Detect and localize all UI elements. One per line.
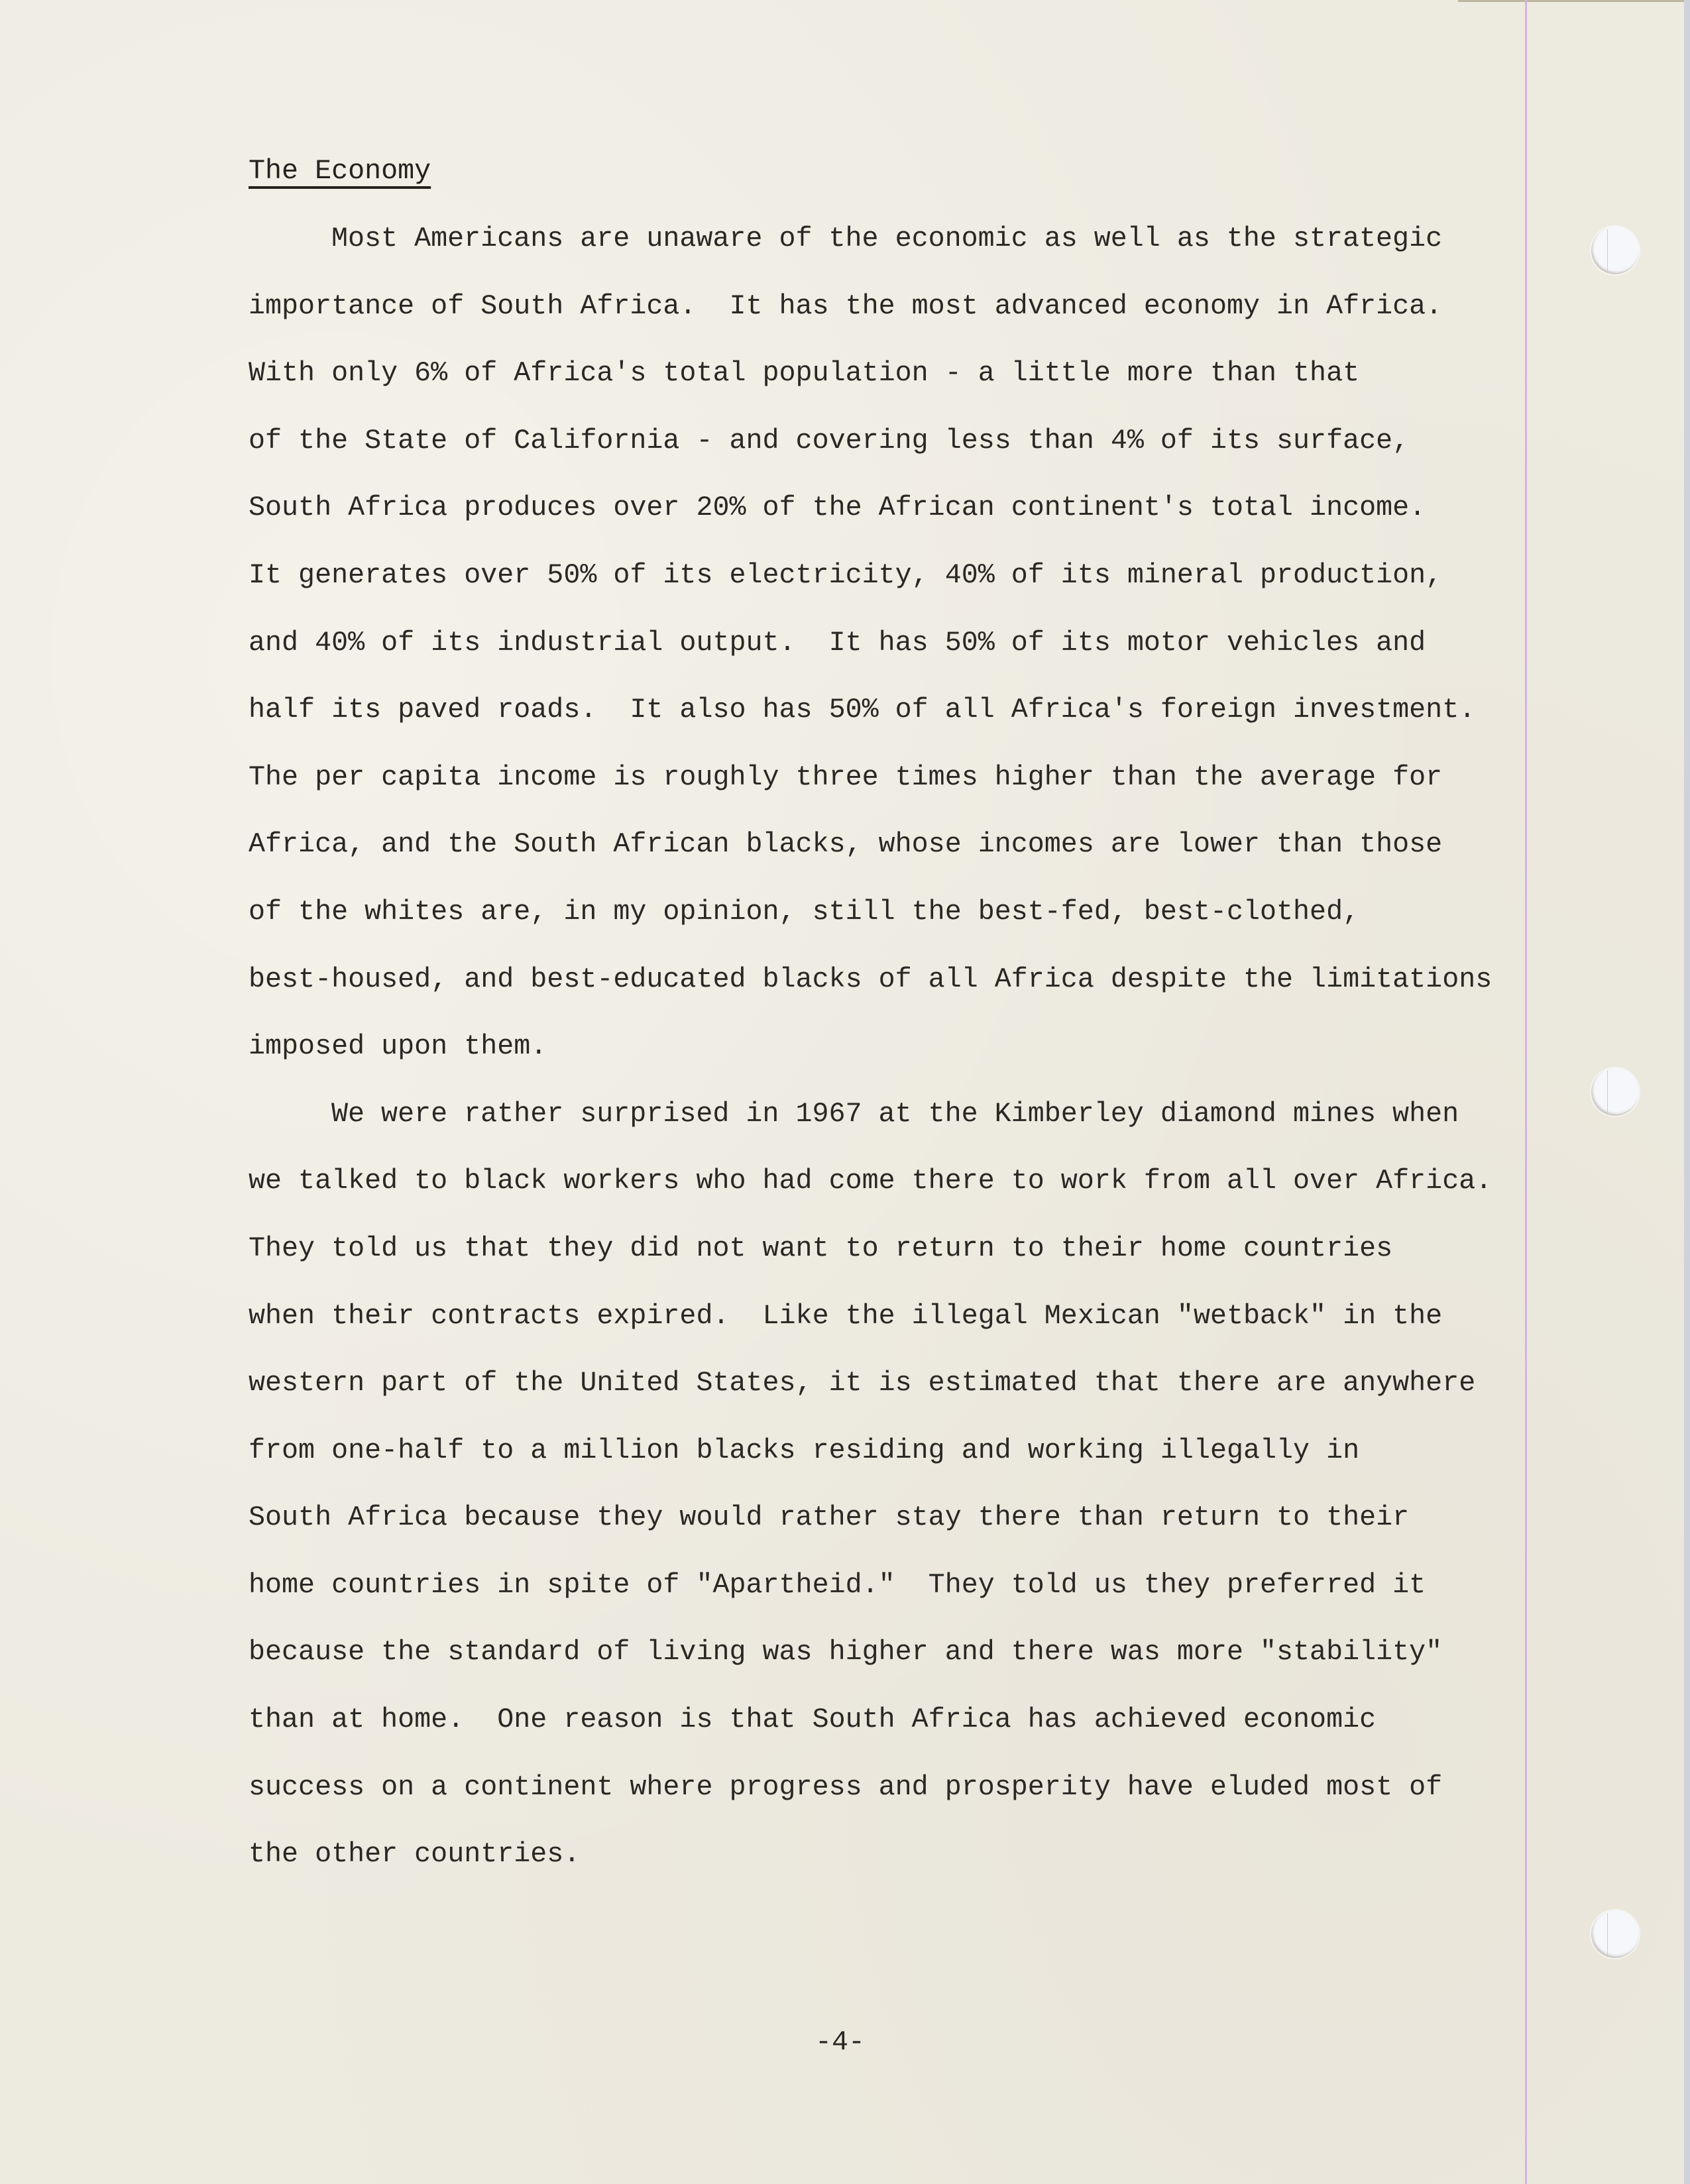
- text-line: because the standard of living was higher and there was more "stability": [249, 1636, 1443, 1668]
- text-line: western part of the United States, it is estimated that there are anywhere: [249, 1367, 1476, 1399]
- text-line: we talked to black workers who had come there to work from all over Africa.: [249, 1165, 1493, 1197]
- text-line: They told us that they did not want to return to their home countries: [249, 1232, 1393, 1264]
- text-line: The per capita income is roughly three times higher than the average for: [249, 761, 1443, 793]
- text-line: Most Americans are unaware of the economic as well as the strategic: [331, 223, 1443, 254]
- text-line: importance of South Africa. It has the most advanced economy in Africa.: [249, 290, 1443, 322]
- text-line: the other countries.: [249, 1838, 581, 1871]
- text-line: when their contracts expired. Like the illegal Mexican "wetback" in the: [249, 1299, 1443, 1332]
- punch-hole: [1591, 227, 1639, 274]
- page-number: -4-: [815, 2026, 866, 2058]
- text-line: Africa, and the South African blacks, whose incomes are lower than those: [249, 828, 1443, 861]
- text-line: It generates over 50% of its electricity, 40% of its mineral production,: [249, 559, 1443, 591]
- text-line: imposed upon them.: [249, 1030, 547, 1063]
- text-line: South Africa because they would rather stay there than return to their: [249, 1502, 1410, 1534]
- margin-line: [1525, 0, 1527, 2184]
- text-line: of the whites are, in my opinion, still the best-fed, best-clothed,: [249, 895, 1360, 928]
- text-line: of the State of California - and covering less than 4% of its surface,: [249, 424, 1410, 457]
- text-line: from one-half to a million blacks residing and working illegally in: [249, 1434, 1360, 1466]
- text-line: half its paved roads. It also has 50% of all Africa's foreign investment.: [249, 694, 1476, 726]
- text-line: best-housed, and best-educated blacks of all Africa despite the limitations: [249, 963, 1493, 995]
- paper-edge: [1458, 0, 1684, 2]
- text-line: home countries in spite of "Apartheid." They told us they preferred it: [249, 1568, 1426, 1601]
- section-heading: The Economy: [249, 155, 431, 187]
- body-text: [249, 225, 1492, 1908]
- text-line: South Africa produces over 20% of the African continent's total income.: [249, 492, 1426, 524]
- scan-edge: [1684, 0, 1690, 2184]
- text-line: and 40% of its industrial output. It has 50% of its motor vehicles and: [249, 626, 1426, 659]
- text-line: We were rather surprised in 1967 at the Kimberley diamond mines when: [331, 1097, 1459, 1130]
- paragraph: [249, 225, 1492, 1101]
- text-line: success on a continent where progress and prosperity have eluded most of: [249, 1771, 1443, 1803]
- text-line: With only 6% of Africa's total population - a little more than that: [249, 357, 1360, 390]
- paragraph: [249, 1097, 1493, 1908]
- punch-hole: [1591, 1910, 1639, 1958]
- punch-hole: [1591, 1068, 1639, 1116]
- text-line: than at home. One reason is that South Africa has achieved economic: [249, 1704, 1377, 1736]
